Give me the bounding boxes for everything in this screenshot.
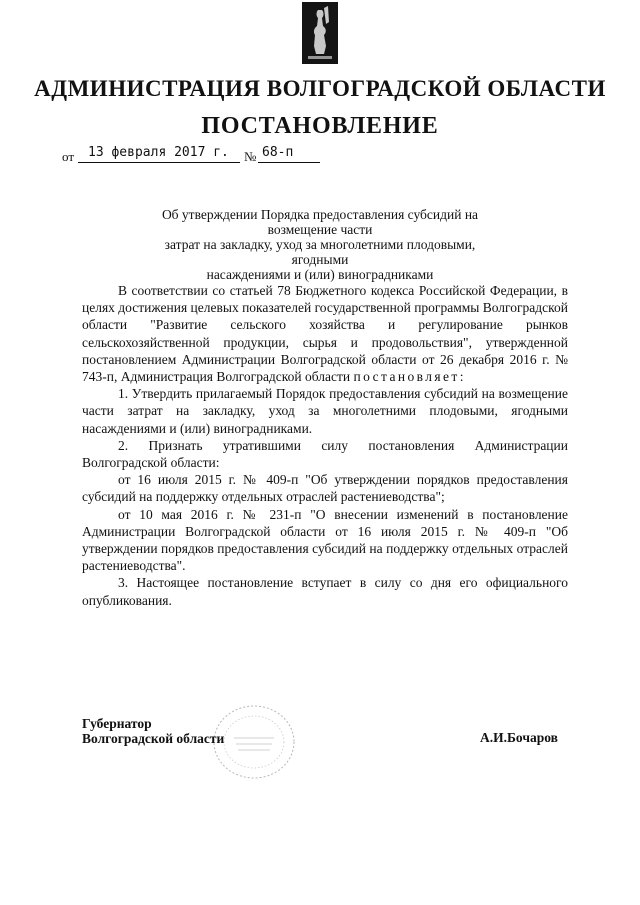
document-subject (140, 207, 500, 282)
document-number: 68-п (258, 145, 320, 163)
intro-text: В соответствии со статьей 78 Бюджетного кодекса Российской Федерации, в целях достижения целевых показателей государственной программы Волгоградской области "Развитие сельского хозяйства и регулирование рынков сельскохозяйственной продукции, сырья и продовольствия", утвержденной постановлением Администрации Волгоградской области от 26 декабря 2016 г. № 743-п, Администрация Волгоградской области (82, 283, 568, 385)
document-date: 13 февраля 2017 г. (78, 145, 240, 163)
body-paragraph: от 16 июля 2015 г. № 409-п "Об утверждении порядков предоставления субсидий на поддержку отдельных отраслей растениеводства"; (82, 472, 568, 505)
signatory-title (82, 716, 224, 746)
body-paragraph: 3. Настоящее постановление вступает в силу со дня его официального опубликования. (82, 575, 568, 608)
signatory-title-line: Губернатор (82, 716, 152, 731)
body-paragraph: от 10 мая 2016 г. № 231-п "О внесении изменений в постановление Администрации Волгоградской области от 16 июля 2015 г. № 409-п "Об утверждении порядков предоставления субсидий на поддержку отдельных отраслей растениеводства". (82, 506, 568, 574)
date-prefix: от (62, 149, 75, 164)
document-type: ПОСТАНОВЛЕНИЕ (201, 113, 439, 139)
volgograd-emblem-icon (302, 2, 338, 64)
document-body (82, 282, 568, 609)
subject-line: насаждениями и (или) виноградниками (206, 267, 434, 282)
resolves-text: постановляет: (353, 369, 466, 385)
subject-line: затрат на закладку, уход за многолетними плодовыми, ягодными (164, 237, 476, 267)
body-paragraph: 2. Признать утратившими силу постановления Администрации Волгоградской области: (82, 437, 568, 471)
number-prefix: № (244, 149, 257, 164)
body-paragraph: 1. Утвердить прилагаемый Порядок предоставления субсидий на возмещение части затрат на закладку, уход за многолетними плодовыми, ягодными насаждениями и (или) виноградниками. (82, 386, 568, 436)
signatory-title-line: Волгоградской области (82, 731, 225, 746)
signatory-name: А.И.Бочаров (480, 730, 558, 745)
body-paragraph (82, 282, 568, 385)
agency-title: АДМИНИСТРАЦИЯ ВОЛГОГРАДСКОЙ ОБЛАСТИ (34, 76, 606, 101)
subject-line: Об утверждении Порядка предоставления субсидий на возмещение части (161, 207, 479, 237)
